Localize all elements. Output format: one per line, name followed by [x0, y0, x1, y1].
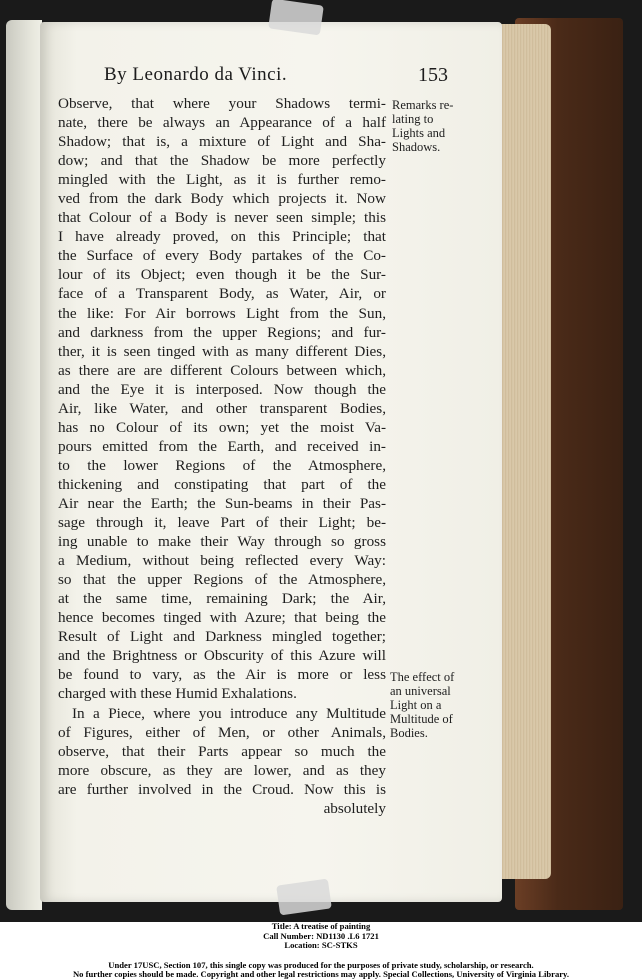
note-line: lating to	[392, 112, 434, 126]
body-text	[58, 94, 386, 818]
text-line: hence becomes tinged with Azure; that being the	[58, 609, 386, 627]
text-line: Shadow; that is, a mixture of Light and Sha-	[58, 133, 386, 151]
note-line: Shadows.	[392, 140, 441, 154]
note-line: Remarks re-	[392, 98, 454, 112]
text-line: the Surface of every Body partakes of the Co-	[58, 247, 386, 265]
footer-location: Location: SC-STKS	[284, 940, 358, 951]
text-line: of Figures, either of Men, or other Animals,	[58, 723, 386, 741]
text-line: and darkness from the upper Regions; and fur-	[58, 323, 386, 341]
text-line: be found to vary, as the Air is more or less	[58, 666, 386, 684]
text-line: thickening and constipating that part of the	[58, 475, 386, 493]
facing-page-edge	[6, 20, 42, 910]
text-line: that Colour of a Body is never seen simple; this	[58, 209, 386, 227]
text-line: I have already proved, on this Principle; that	[58, 228, 386, 246]
text-line: more obscure, as they are lower, and as they	[58, 761, 386, 779]
footer-notice-2: No further copies should be made. Copyright and other legal restrictions may apply. Special Collections, University of Virginia Library.	[72, 969, 570, 980]
footer-title: Title: A treatise of painting	[271, 921, 371, 931]
text-line: ved from the dark Body which projects it. Now	[58, 190, 386, 208]
text-line: Result of Light and Darkness mingled together;	[58, 628, 386, 646]
note-line: Light on a	[390, 698, 442, 712]
text-line: Air near the Earth; the Sun-beams in their Pas-	[58, 494, 386, 512]
text-line: mingled with the Light, as it is further remo-	[58, 171, 386, 189]
text-line: dow; and that the Shadow be more perfectly	[58, 152, 386, 170]
running-head: By Leonardo da Vinci.	[104, 64, 288, 85]
text-line: so that the upper Regions of the Atmosphere,	[58, 571, 386, 589]
text-line: sage through it, leave Part of their Light; be-	[58, 514, 386, 532]
library-footer	[0, 921, 642, 980]
text-line: the like: For Air borrows Light from the Sun,	[58, 304, 386, 322]
note-line: an universal	[390, 684, 451, 698]
note-line: Bodies.	[390, 726, 428, 740]
text-line: and the Eye it is interposed. Now though the	[58, 380, 386, 398]
marginal-note-lights	[392, 98, 474, 154]
footer-call-number: Call Number: ND1130 .L6 1721	[263, 930, 379, 941]
note-line: Lights and	[392, 126, 446, 140]
marginal-note-multitude	[390, 670, 474, 740]
text-line: Observe, that where your Shadows termi-	[58, 95, 386, 112]
catchword: absolutely	[323, 799, 386, 817]
text-line: ther, it is seen tinged with as many different Dies,	[58, 342, 386, 360]
text-line: nate, there be always an Appearance of a half	[58, 114, 386, 132]
text-line: charged with these Humid Exhalations.	[58, 685, 297, 703]
text-line: a Medium, without being reflected every Way:	[58, 552, 386, 570]
text-line: to the lower Regions of the Atmosphere,	[58, 456, 386, 474]
note-line: The effect of	[390, 670, 455, 684]
footer-notice-1: Under 17USC, Section 107, this single copy was produced for the purposes of private study, scholarship, or research.	[108, 959, 534, 970]
text-line: face of a Transparent Body, as Water, Air, or	[58, 285, 386, 303]
text-line: lour of its Object; even though it be the Sur-	[58, 266, 386, 284]
text-line: Air, like Water, and other transparent Bodies,	[58, 399, 386, 417]
text-line: observe, that their Parts appear so much the	[58, 742, 386, 760]
text-line: has no Colour of its own; yet the moist Va-	[58, 418, 386, 436]
text-line: ing unable to make their Way through so gross	[58, 533, 386, 551]
text-line: In a Piece, where you introduce any Multitude	[72, 704, 386, 722]
text-line: and the Brightness or Obscurity of this Azure will	[58, 647, 386, 665]
note-line: Multitude of	[390, 712, 453, 726]
text-line: as there are are different Colours between which,	[58, 361, 386, 379]
text-line: are further involved in the Croud. Now this is	[58, 780, 386, 798]
text-line: at the same time, remaining Dark; the Air,	[58, 590, 386, 608]
text-line: pours emitted from the Earth, and received in-	[58, 437, 386, 455]
page-number: 153	[418, 64, 448, 86]
